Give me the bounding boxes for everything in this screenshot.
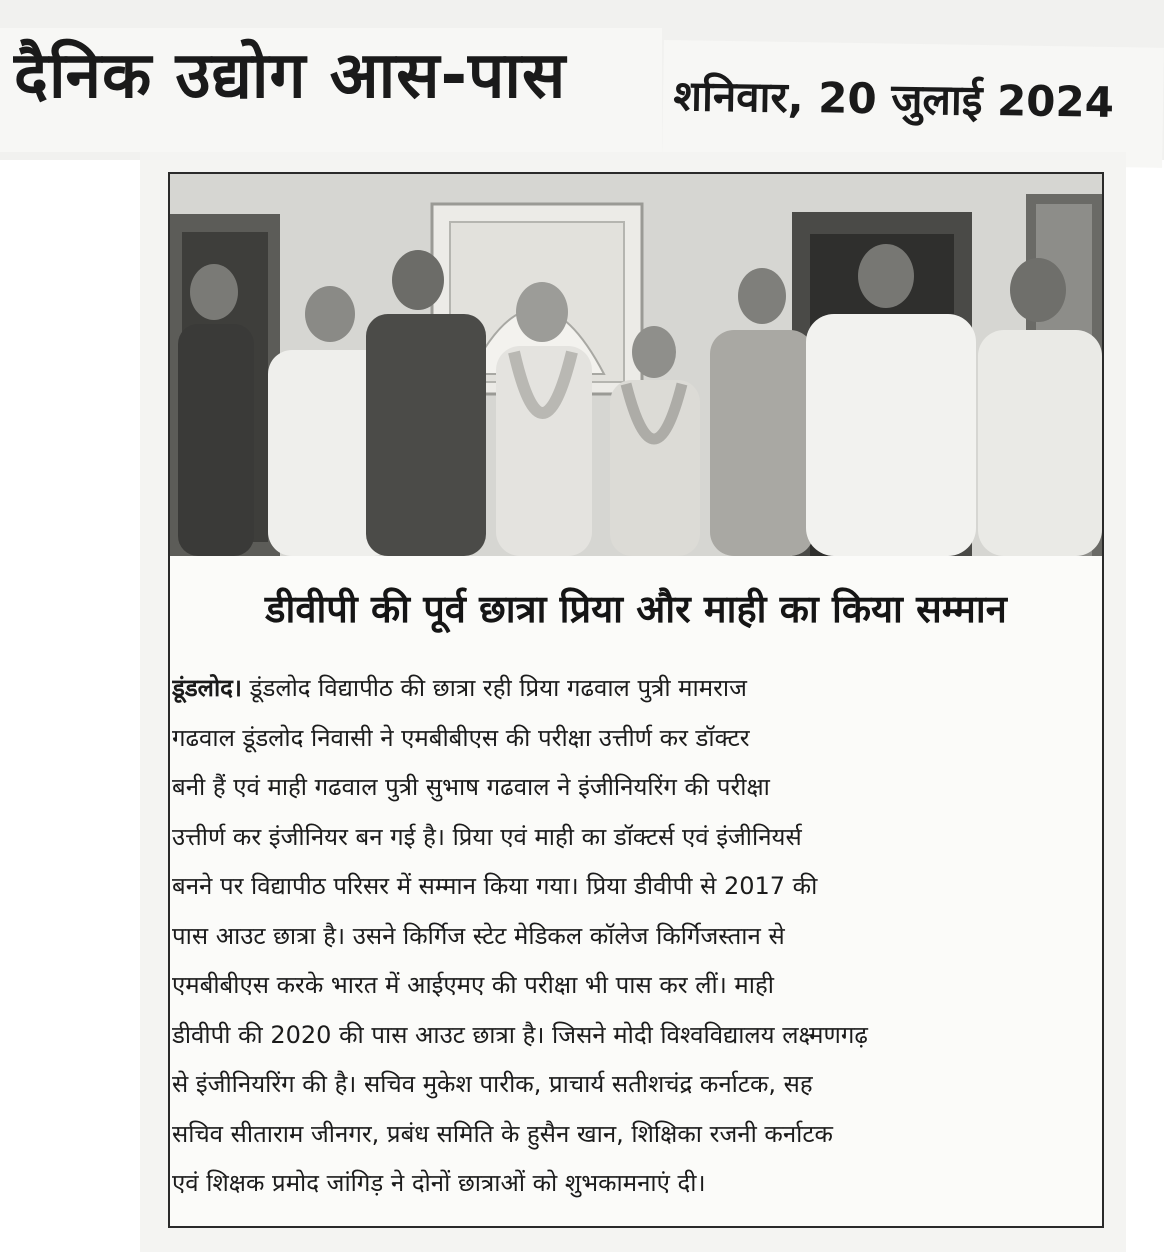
article-body — [172, 664, 1092, 1209]
article-line: से इंजीनियरिंग की है। सचिव मुकेश पारीक, प्राचार्य सतीशचंद्र कर्नाटक, सह — [172, 1070, 813, 1098]
article-line: सचिव सीताराम जीनगर, प्रबंध समिति के हुसैन खान, शिक्षिका रजनी कर्नाटक — [172, 1119, 833, 1148]
article-headline: डीवीपी की पूर्व छात्रा प्रिया और माही का किया सम्मान — [265, 587, 1007, 631]
newspaper-name: दैनिक उद्योग आस-पास — [14, 39, 567, 113]
article-line: एमबीबीएस करके भारत में आईएमए की परीक्षा भी पास कर लीं। माही — [172, 971, 774, 999]
article-line: पास आउट छात्रा है। उसने किर्गिज स्टेट मेडिकल कॉलेज किर्गिजस्तान से — [172, 921, 785, 950]
article-line: एवं शिक्षक प्रमोद जांगिड़ ने दोनों छात्राओं को शुभकामनाएं दी। — [172, 1169, 706, 1197]
article-line-text: डूंडलोद विद्यापीठ की छात्रा रही प्रिया गढवाल पुत्री मामराज — [242, 674, 747, 702]
article-line: उत्तीर्ण कर इंजीनियर बन गई है। प्रिया एवं माही का डॉक्टर्स एवं इंजीनियर्स — [172, 822, 802, 851]
article-line: बनी हैं एवं माही गढवाल पुत्री सुभाष गढवाल ने इंजीनियरिंग की परीक्षा — [172, 773, 770, 801]
article-line: गढवाल डूंडलोद निवासी ने एमबीबीएस की परीक्षा उत्तीर्ण कर डॉक्टर — [172, 723, 750, 752]
article-line: डीवीपी की 2020 की पास आउट छात्रा है। जिसने मोदी विश्वविद्यालय लक्ष्मणगढ़ — [172, 1020, 868, 1049]
publication-date: शनिवार, 20 जुलाई 2024 — [673, 70, 1115, 127]
article-line: बनने पर विद्यापीठ परिसर में सम्मान किया गया। प्रिया डीवीपी से 2017 की — [172, 872, 818, 900]
article-photo — [170, 174, 1102, 556]
dateline: डूंडलोद। — [172, 674, 243, 702]
article-line — [172, 664, 1092, 714]
